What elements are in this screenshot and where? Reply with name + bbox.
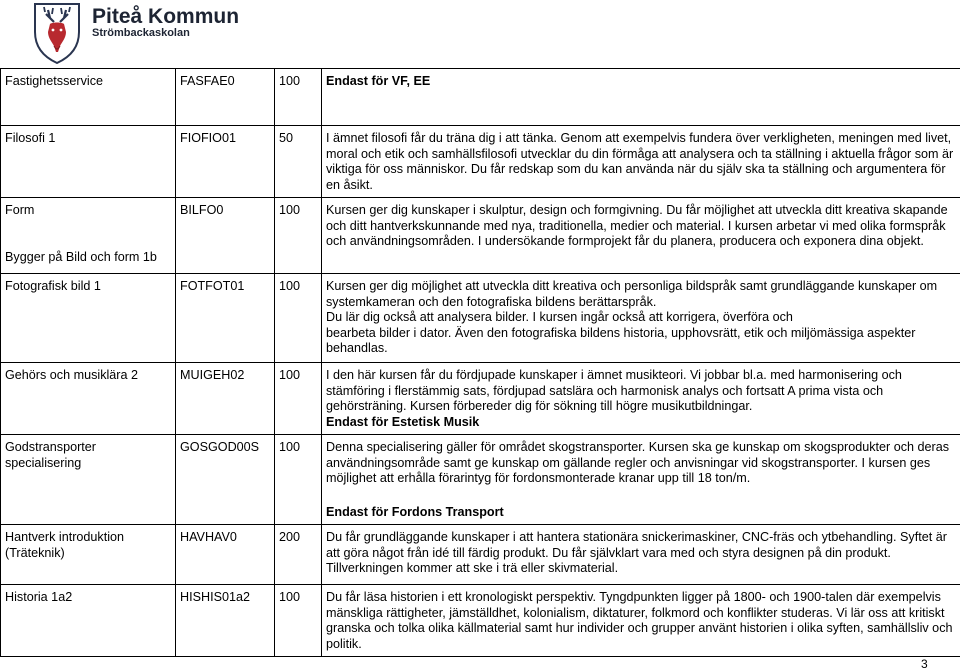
- course-name-cell: [1, 198, 176, 274]
- course-prerequisite: Bygger på Bild och form 1b: [5, 249, 157, 264]
- course-code: MUIGEH02: [176, 363, 275, 435]
- school-name: Strömbackaskolan: [92, 27, 190, 39]
- course-note: Endast för Fordons Transport: [326, 504, 504, 519]
- course-note: Endast för VF, EE: [326, 74, 431, 88]
- course-table: [0, 68, 960, 657]
- course-name: Fastighetsservice: [1, 69, 176, 126]
- table-row: [1, 435, 960, 525]
- course-name: Filosofi 1: [1, 126, 176, 198]
- course-description: Denna specialisering gäller för området skogstransporter. Kursen ska ge kunskap om skogsprodukter och deras användningsområde samt ge kunskap om gällande regler och anvisningar vid skogstransporter. I kursen ges möjlighet att erhålla förarintyg för fordonsmonterade kranar upp till 18 ton/m.: [326, 440, 950, 485]
- course-points: 100: [275, 435, 322, 525]
- table-row: [1, 126, 960, 198]
- course-description-cell: [322, 274, 960, 363]
- course-points: 100: [275, 585, 322, 657]
- table-row: [1, 525, 960, 585]
- course-description: I ämnet filosofi får du träna dig i att tänka. Genom att exempelvis fundera över verkligheten, meningen med livet, moral och etik och samhällsfilosofi utvecklar du din förmåga att analysera och ta ställning i aktuella frågor som är viktiga för oss människor. Du får redskap som du kan använda när du själv ska ta ställning och argumentera för en åsikt.: [322, 126, 960, 198]
- course-name: Historia 1a2: [1, 585, 176, 657]
- course-points: 100: [275, 198, 322, 274]
- table-row: [1, 585, 960, 657]
- course-points: 100: [275, 363, 322, 435]
- course-note: Endast för Estetisk Musik: [326, 414, 480, 429]
- course-points: 200: [275, 525, 322, 585]
- table-row: [1, 274, 960, 363]
- table-row: [1, 69, 960, 126]
- table-row: [1, 198, 960, 274]
- course-description: I den här kursen får du fördjupade kunskaper i ämnet musikteori. Vi jobbar bl.a. med harmonisering och stämföring i flerstämmig sats, fördjupad satslära och harmonisk analys och fortsatt A prima vista och gehörsträning. Kursen förbereder dig för sökning till högre musikutbildningar.: [326, 368, 902, 413]
- document-header: [0, 0, 960, 70]
- course-name: Hantverk introduktion (Träteknik): [1, 525, 176, 585]
- table-row: [1, 363, 960, 435]
- course-description-2: Du lär dig också att analysera bilder. I kursen ingår också att korrigera, överföra och: [326, 310, 793, 324]
- course-name: Fotografisk bild 1: [1, 274, 176, 363]
- course-description-cell: [322, 363, 960, 435]
- course-code: HAVHAV0: [176, 525, 275, 585]
- course-description-cell: [322, 435, 960, 525]
- course-code: BILFO0: [176, 198, 275, 274]
- course-description-3: bearbeta bilder i dator. Även den fotografiska bildens historia, upphovsrätt, etik och miljömässiga aspekter behandlas.: [326, 325, 916, 355]
- course-description: Kursen ger dig kunskaper i skulptur, design och formgivning. Du får möjlighet att utveckla ditt kreativa skapande och ditt hantverkskunnande med nya, traditionella, medier och material. I kursen arbetar vi med olika formspråk och användningsområden. I undersökande formprojekt får du planera, producera och exponera dina objekt.: [322, 198, 960, 274]
- course-code: HISHIS01a2: [176, 585, 275, 657]
- course-name: Godstransporter specialisering: [1, 435, 176, 525]
- course-description: Du får läsa historien i ett kronologiskt perspektiv. Tyngdpunkten ligger på 1800- och 1900-talen där exempelvis mänskliga rättigheter, jämställdhet, kolonialism, diktaturer, folkmord och konflikter studeras. Vi lär oss att kritiskt granska och tolka olika källmaterial samt hur individer och grupper använt historien i olika syften, samhällsliv och politik.: [322, 585, 960, 657]
- course-code: FOTFOT01: [176, 274, 275, 363]
- course-description: Du får grundläggande kunskaper i att hantera stationära snickerimaskiner, CNC-fräs och ytbehandling. Syftet är att göra något från idé till färdig produkt. Du får självklart vara med och styra designen på din produkt. Tillverkningen kommer att ske i trä eller skivmaterial.: [322, 525, 960, 585]
- course-points: 100: [275, 274, 322, 363]
- course-name: Gehörs och musiklära 2: [1, 363, 176, 435]
- course-points: 100: [275, 69, 322, 126]
- organization-name: Piteå Kommun: [92, 5, 240, 28]
- course-code: FIOFIO01: [176, 126, 275, 198]
- course-code: GOSGOD00S: [176, 435, 275, 525]
- municipality-logo-icon: [32, 2, 82, 64]
- page-number: 3: [921, 657, 928, 671]
- course-description: [322, 69, 960, 126]
- course-name: Form: [5, 203, 35, 217]
- course-description: Kursen ger dig möjlighet att utveckla ditt kreativa och personliga bildspråk samt grundläggande kunskaper om systemkameran och den fotografiska bildens berättarspråk.: [326, 279, 938, 309]
- course-code: FASFAE0: [176, 69, 275, 126]
- course-points: 50: [275, 126, 322, 198]
